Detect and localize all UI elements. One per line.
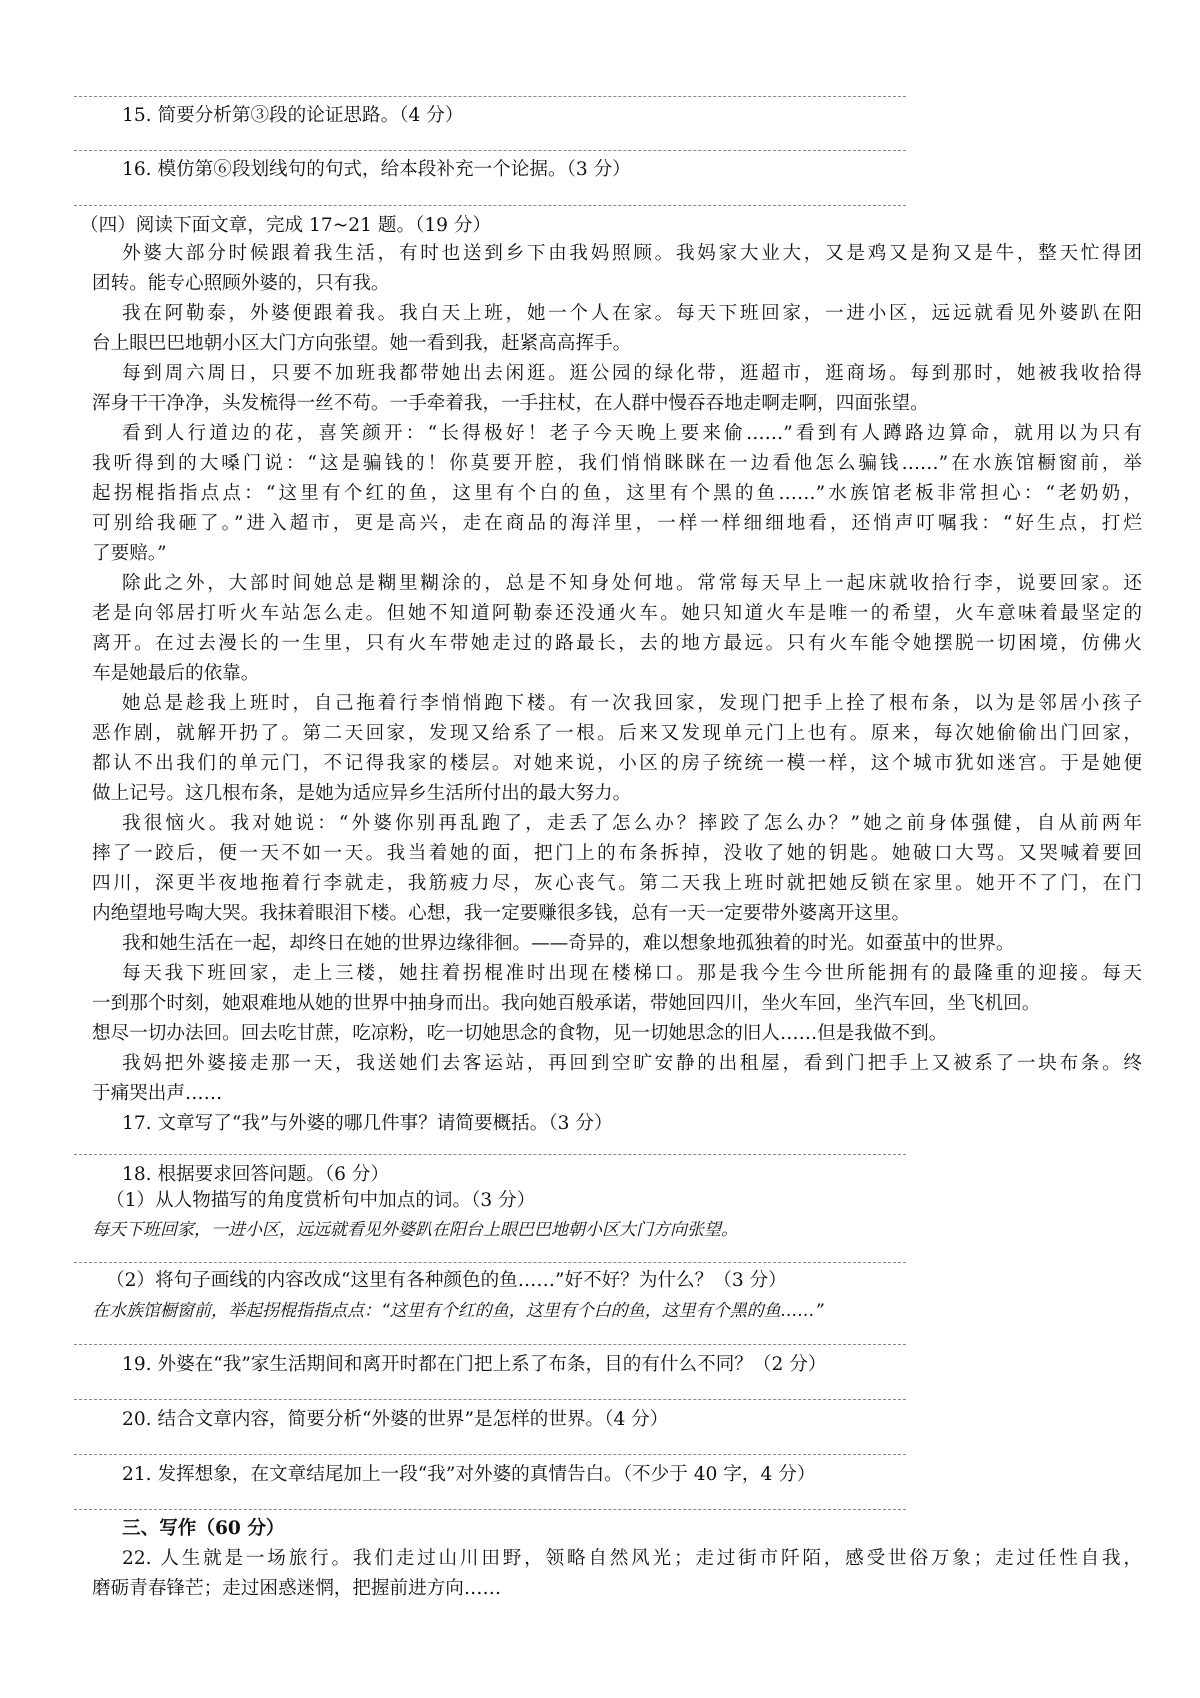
passage-line: 了要赔。” xyxy=(92,543,167,564)
passage-line: 每到周六周日，只要不加班我都带她出去闲逛。逛公园的绿化带，逛超市，逛商场。每到那时，她被我收拾得 xyxy=(122,363,1142,384)
passage-line: 团转。能专心照顾外婆的，只有我。 xyxy=(92,273,390,294)
answer-line xyxy=(74,1154,906,1155)
answer-line xyxy=(74,1399,906,1400)
passage-line: 我听得到的大嗓门说：“这是骗钱的！你莫要开腔，我们悄悄眯眯在一边看他怎么骗钱……”在水族馆橱窗前，举 xyxy=(92,453,1142,474)
passage-line: 想尽一切办法回。回去吃甘蔗，吃凉粉，吃一切她思念的食物，见一切她思念的旧人……但是我做不到。 xyxy=(92,1023,948,1044)
writing-prompt-line: 磨砺青春锋芒；走过困惑迷惘，把握前进方向…… xyxy=(92,1578,502,1599)
question-19: 19. 外婆在“我”家生活期间和离开时都在门把上系了布条，目的有什么不同？（2 分） xyxy=(122,1354,827,1375)
answer-line xyxy=(74,1344,906,1345)
question-20: 20. 结合文章内容，简要分析“外婆的世界”是怎样的世界。（4 分） xyxy=(122,1409,669,1430)
answer-line xyxy=(74,1454,906,1455)
question-18-part-1-sentence: 每天下班回家，一进小区，远远就看见外婆趴在阳台上眼巴巴地朝小区大门方向张望。 xyxy=(92,1220,738,1240)
passage-line: 除此之外，大部时间她总是糊里糊涂的，总是不知身处何地。常常每天早上一起床就收拾行李，说要回家。还 xyxy=(122,573,1142,594)
answer-line xyxy=(74,205,906,206)
passage-line: 都认不出我们的单元门，不记得我家的楼层。对她来说，小区的房子统统一模一样，这个城市犹如迷宫。于是她便 xyxy=(92,753,1142,774)
question-18-part-1: （1）从人物描写的角度赏析句中加点的词。（3 分） xyxy=(106,1190,536,1211)
passage-line: 恶作剧，就解开扔了。第二天回家，发现又给系了一根。后来又发现单元门上也有。原来，每次她偷偷出门回家， xyxy=(92,723,1142,744)
passage-line: 于痛哭出声…… xyxy=(92,1083,223,1104)
passage-line: 做上记号。这几根布条，是她为适应异乡生活所付出的最大努力。 xyxy=(92,783,632,804)
passage-line: 离开。在过去漫长的一生里，只有火车带她走过的路最长，去的地方最远。只有火车能令她摆脱一切困境，仿佛火 xyxy=(92,633,1142,654)
passage-line: 四川，深更半夜地拖着行李就走，我筋疲力尽，灰心丧气。第二天我上班时就把她反锁在家里。她开不了门，在门 xyxy=(92,873,1142,894)
answer-line xyxy=(74,1509,906,1510)
passage-line: 外婆大部分时候跟着我生活，有时也送到乡下由我妈照顾。我妈家大业大，又是鸡又是狗又是牛，整天忙得团 xyxy=(122,243,1142,264)
passage-line: 起拐棍指指点点：“这里有个红的鱼，这里有个白的鱼，这里有个黑的鱼……”水族馆老板非常担心：“老奶奶， xyxy=(92,483,1142,504)
question-17: 17. 文章写了“我”与外婆的哪几件事？请简要概括。（3 分） xyxy=(122,1113,613,1134)
passage-line: 车是她最后的依靠。 xyxy=(92,663,260,684)
answer-line xyxy=(74,96,906,97)
passage-line: 我很恼火。我对她说：“外婆你别再乱跑了，走丢了怎么办？摔跤了怎么办？”她之前身体强健，自从前两年 xyxy=(122,813,1142,834)
passage-line: 浑身干干净净，头发梳得一丝不苟。一手牵着我，一手拄杖，在人群中慢吞吞地走啊走啊，四面张望。 xyxy=(92,393,929,414)
passage-line: 一到那个时刻，她艰难地从她的世界中抽身而出。我向她百般承诺，带她回四川，坐火车回，坐汽车回，坐飞机回。 xyxy=(92,993,1041,1014)
question-15: 15. 简要分析第③段的论证思路。（4 分） xyxy=(122,105,464,126)
question-18: 18. 根据要求回答问题。（6 分） xyxy=(122,1164,390,1185)
passage-line: 台上眼巴巴地朝小区大门方向张望。她一看到我，赶紧高高挥手。 xyxy=(92,333,632,354)
passage-line: 可别给我砸了。”进入超市，更是高兴，走在商品的海洋里，一样一样细细地看，还悄声叮嘱我：“好生点，打烂 xyxy=(92,513,1142,534)
passage-line: 摔了一跤后，便一天不如一天。我当着她的面，把门上的布条拆掉，没收了她的钥匙。她破口大骂。又哭喊着要回 xyxy=(92,843,1142,864)
passage-line: 老是向邻居打听火车站怎么走。但她不知道阿勒泰还没通火车。她只知道火车是唯一的希望，火车意味着最坚定的 xyxy=(92,603,1142,624)
question-21: 21. 发挥想象，在文章结尾加上一段“我”对外婆的真情告白。（不少于 40 字，4 分） xyxy=(122,1464,816,1485)
passage-line: 我在阿勒泰，外婆便跟着我。我白天上班，她一个人在家。每天下班回家，一进小区，远远就看见外婆趴在阳 xyxy=(122,303,1142,324)
section-4-heading: （四）阅读下面文章，完成 17~21 题。（19 分） xyxy=(80,215,492,236)
passage-line: 我和她生活在一起，却终日在她的世界边缘徘徊。——奇异的，难以想象地孤独着的时光。如蚕茧中的世界。 xyxy=(122,933,1015,954)
passage-line: 她总是趁我上班时，自己拖着行李悄悄跑下楼。有一次我回家，发现门把手上拴了根布条，以为是邻居小孩子 xyxy=(122,693,1142,714)
answer-line xyxy=(74,1262,906,1263)
writing-prompt-line: 22. 人生就是一场旅行。我们走过山川田野，领略自然风光；走过街市阡陌，感受世俗万象；走过任性自我， xyxy=(122,1548,1142,1569)
passage-line: 我妈把外婆接走那一天，我送她们去客运站，再回到空旷安静的出租屋，看到门把手上又被系了一块布条。终 xyxy=(122,1053,1142,1074)
question-18-part-2: （2）将句子画线的内容改成“这里有各种颜色的鱼……”好不好？为什么？（3 分） xyxy=(106,1270,787,1291)
question-16: 16. 模仿第⑥段划线句的句式，给本段补充一个论据。（3 分） xyxy=(122,159,631,180)
passage-line: 内绝望地号啕大哭。我抹着眼泪下楼。心想，我一定要赚很多钱，总有一天一定要带外婆离开这里。 xyxy=(92,903,911,924)
writing-section-heading: 三、写作（60 分） xyxy=(122,1518,285,1539)
passage-line: 每天我下班回家，走上三楼，她拄着拐棍准时出现在楼梯口。那是我今生今世所能拥有的最隆重的迎接。每天 xyxy=(122,963,1142,984)
question-18-part-2-sentence: 在水族馆橱窗前，举起拐棍指指点点：“这里有个红的鱼，这里有个白的鱼，这里有个黑的鱼……” xyxy=(92,1301,824,1321)
passage-line: 看到人行道边的花，喜笑颜开：“长得极好！老子今天晚上要来偷……”看到有人蹲路边算命，就用以为只有 xyxy=(122,423,1142,444)
answer-line xyxy=(74,150,906,151)
